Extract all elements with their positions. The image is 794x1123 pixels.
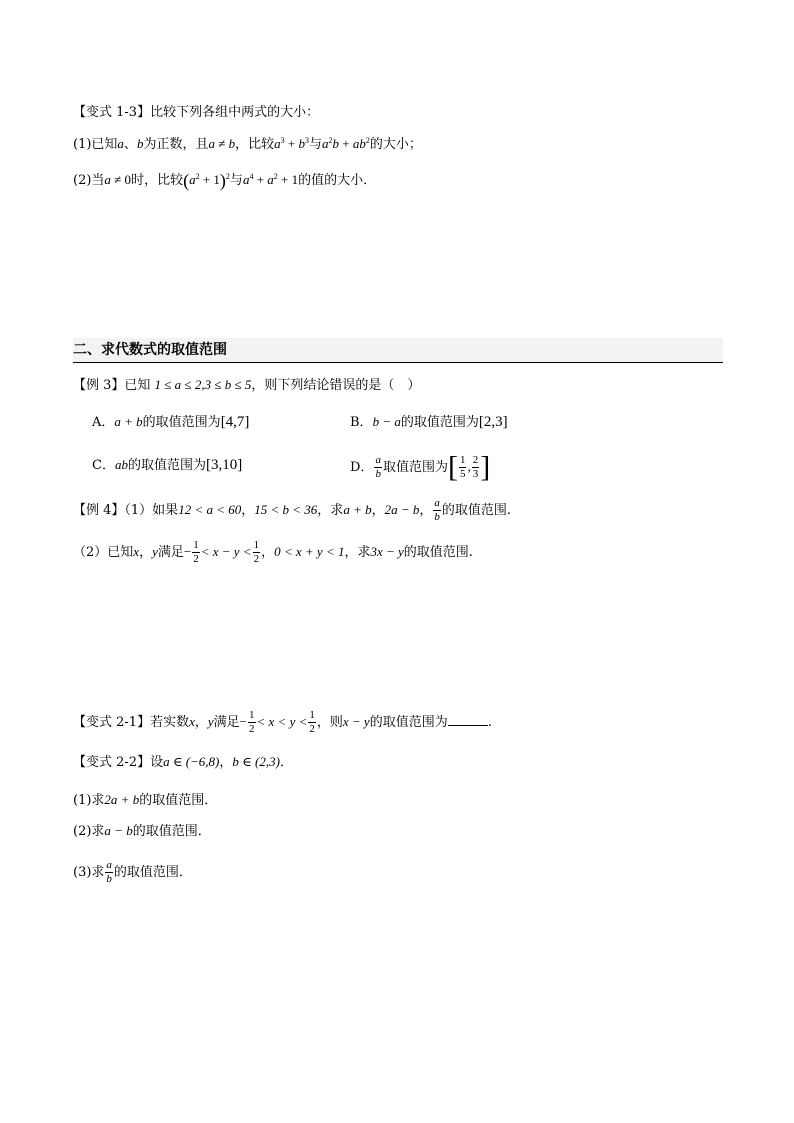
variant-1-3-part-1: (1)已知a、b为正数，且a ≠ b，比较$a^3 + b^3$与$a^2b + ab^2$的大小；	[73, 136, 422, 152]
example-3-option-d: D． $\frac{a}{b}$ 取值范围为[ $\frac{1}{5}$ , $\frac{2}{3}$ ]	[350, 450, 491, 484]
variant-2-2-stem: 【变式 2-2】设a ∈ (−6,8)，b ∈ (2,3)．	[73, 754, 293, 770]
variant-1-3-title: 【变式 1-3】比较下列各组中两式的大小：	[73, 105, 320, 120]
example-3-option-a: A．a + b的取值范围为[4,7]	[92, 414, 250, 430]
example-3-option-c: C．ab的取值范围为[3,10]	[92, 457, 243, 473]
example-3-option-b: B．b − a的取值范围为[2,3]	[350, 414, 508, 430]
example-3-stem: 【例 3】已知 1 ≤ a ≤ 2,3 ≤ b ≤ 5，则下列结论错误的是（ ）	[73, 377, 421, 393]
variant-2-2-part-2: (2)求a − b的取值范围．	[73, 823, 211, 839]
variant-2-2-part-1: (1)求2a + b的取值范围．	[73, 792, 218, 808]
variant-2-1: 【变式 2-1】若实数x，y满足− $\frac{1}{2}$ < x < y < $\frac{1}{2}$ ，则x − y的取值范围为 .	[73, 709, 492, 735]
variant-1-3-part-2: (2)当a ≠ 0时，比较$(a^2 + 1)^2$与$a^4 + a^2 + 1$的值的大小．	[73, 170, 377, 191]
example-4-part-2: （2）已知x，y满足− $\frac{1}{2}$ < x − y < $\frac{1}{2}$ ，0 < x + y < 1，求3x − y的取值范围.	[73, 539, 473, 565]
variant-2-2-part-3: (3)求 $\frac{a}{b}$ 的取值范围．	[73, 859, 192, 885]
answer-blank	[448, 713, 488, 726]
section-heading: 二、求代数式的取值范围	[73, 338, 723, 363]
example-4-part-1: 【例 4】（1）如果12 < a < 60，15 < b < 36，求a + b，2a − b， $\frac{a}{b}$ 的取值范围.	[73, 497, 512, 523]
